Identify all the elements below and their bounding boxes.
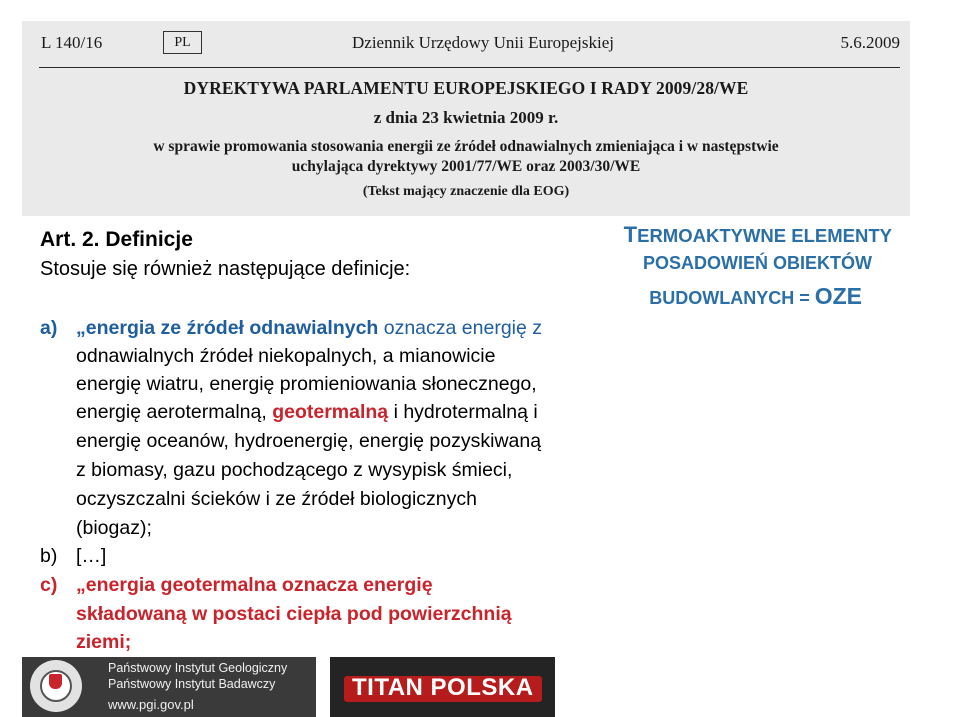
oj-language-box: PL	[163, 31, 202, 54]
oj-subject-line-1: w sprawie promowania stosowania energii ze źródeł odnawialnych zmieniająca i w następstwie	[153, 138, 779, 155]
definition-a-line-8: (biogaz);	[76, 517, 152, 539]
definition-c-rest: oznacza energię	[276, 574, 433, 596]
official-journal-header	[22, 21, 910, 216]
definition-a-line-4	[76, 400, 538, 424]
definition-a-rest: oznacza energię z	[378, 317, 543, 339]
definition-c-marker: c)	[40, 574, 58, 596]
oj-eea-note: (Tekst mający znaczenie dla EOG)	[362, 184, 570, 199]
definition-a-line-5: energię oceanów, hydroenergię, energię pozyskiwaną	[76, 430, 542, 452]
definition-b-marker: b)	[40, 545, 58, 567]
side-title-initial: T	[623, 222, 638, 247]
oj-subject-line-2: uchylająca dyrektywy 2001/77/WE oraz 2003/30/WE	[291, 158, 641, 175]
pgi-name-line-1: Państwowy Instytut Geologiczny	[108, 661, 288, 675]
oj-journal-name: Dziennik Urzędowy Unii Europejskiej	[352, 33, 615, 52]
oj-directive-title: DYREKTYWA PARLAMENTU EUROPEJSKIEGO I RADY 2009/28/WE	[183, 78, 749, 98]
geothermal-highlight: geotermalną	[272, 401, 389, 423]
article-intro: Stosuje się również następujące definicje:	[40, 258, 411, 280]
polska-word: POLSKA	[430, 674, 534, 701]
oj-date: 5.6.2009	[840, 33, 900, 52]
article-title: Art. 2. Definicje	[40, 228, 193, 251]
side-title-rest: ERMOAKTYWNE ELEMENTY	[637, 225, 892, 246]
definition-a-line-7: oczyszczalni ścieków i ze źródeł biologicznych	[76, 488, 477, 510]
titan-word: TITAN	[352, 674, 424, 701]
side-title-oze: OZE	[814, 283, 862, 309]
definition-b-text: […]	[76, 545, 107, 567]
titan-polska-logo	[330, 657, 555, 717]
side-title-line-3-text: BUDOWLANYCH =	[649, 288, 815, 308]
definition-a-line-6: z biomasy, gazu pochodzącego z wysypisk śmieci,	[76, 459, 513, 481]
definition-a-line-2: odnawialnych źródeł niekopalnych, a mianowicie	[76, 345, 496, 367]
titan-logo-text	[352, 674, 534, 702]
side-title-line-3	[649, 283, 862, 310]
definition-c-line-3: ziemi;	[76, 631, 132, 653]
definition-a-term-line	[76, 316, 542, 340]
pgi-name-line-2: Państwowy Instytut Badawczy	[108, 677, 276, 691]
side-title-line-1	[624, 222, 892, 248]
pgi-logo-icon	[30, 660, 82, 712]
definition-c-line-2: składowaną w postaci ciepła pod powierzchnią	[76, 603, 512, 625]
definition-a-line-4-post: i hydrotermalną i	[388, 401, 538, 423]
pgi-logo-emblem	[49, 674, 62, 689]
oj-directive-date: z dnia 23 kwietnia 2009 r.	[373, 108, 559, 127]
pgi-url-link[interactable]: www.pgi.gov.pl	[108, 697, 194, 712]
definition-a-line-1	[40, 316, 57, 340]
definition-c-term: „energia geotermalna	[76, 574, 277, 596]
definition-a-marker: a)	[40, 317, 58, 339]
oj-header-rule	[39, 67, 900, 68]
definition-a-line-3: energię wiatru, energię promieniowania słonecznego,	[76, 373, 537, 395]
definition-c-line-1	[76, 573, 433, 597]
definition-a-term: „energia ze źródeł odnawialnych	[76, 317, 379, 339]
definition-a-line-4-pre: energię aerotermalną,	[76, 401, 273, 423]
pgi-footer-banner	[22, 657, 316, 717]
oj-page-number: L 140/16	[41, 33, 103, 52]
side-title-line-2: POSADOWIEŃ OBIEKTÓW	[643, 253, 872, 273]
